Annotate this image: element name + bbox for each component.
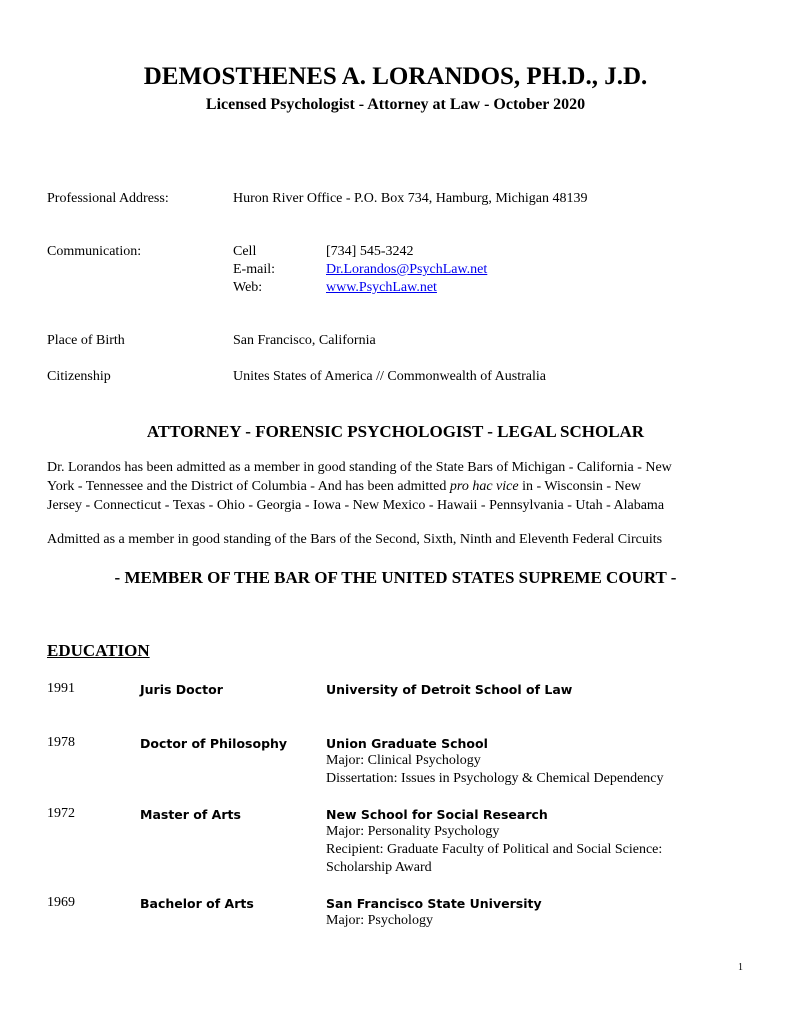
document-title: DEMOSTHENES A. LORANDOS, PH.D., J.D. xyxy=(143,63,648,90)
federal-circuits: Admitted as a member in good standing of the Bars of the Second, Sixth, Ninth and Eleventh Federal Circuits xyxy=(47,532,663,547)
birth-label: Place of Birth xyxy=(47,333,125,348)
birth-value: San Francisco, California xyxy=(233,333,376,348)
edu-degree: Master of Arts xyxy=(140,807,241,822)
edu-school: San Francisco State University xyxy=(326,896,542,911)
email-label: E-mail: xyxy=(233,262,275,277)
cell-label: Cell xyxy=(233,244,257,259)
supreme-court-heading: - MEMBER OF THE BAR OF THE UNITED STATES SUPREME COURT - xyxy=(114,568,677,587)
edu-detail: Major: Psychology xyxy=(326,913,433,928)
edu-year: 1991 xyxy=(47,681,75,696)
edu-detail: Recipient: Graduate Faculty of Political and Social Science: xyxy=(326,842,663,857)
pro-hac-vice: pro hac vice xyxy=(449,479,519,494)
document-subtitle: Licensed Psychologist - Attorney at Law - October 2020 xyxy=(205,96,586,113)
address-label: Professional Address: xyxy=(47,191,169,206)
edu-detail: Major: Personality Psychology xyxy=(326,824,500,839)
citizenship-label: Citizenship xyxy=(47,369,111,384)
bar-line-1: Dr. Lorandos has been admitted as a member in good standing of the State Bars of Michigan - California - New xyxy=(47,460,672,475)
edu-detail: Major: Clinical Psychology xyxy=(326,753,481,768)
bar-admissions-paragraph xyxy=(47,458,747,515)
edu-detail: Scholarship Award xyxy=(326,860,432,875)
page-number: 1 xyxy=(738,962,743,973)
edu-degree: Bachelor of Arts xyxy=(140,896,254,911)
edu-degree: Juris Doctor xyxy=(140,682,223,697)
education-heading: EDUCATION xyxy=(47,641,150,660)
edu-year: 1978 xyxy=(47,735,75,750)
edu-year: 1969 xyxy=(47,895,75,910)
citizenship-value: Unites States of America // Commonwealth of Australia xyxy=(233,369,546,384)
web-link[interactable]: www.PsychLaw.net xyxy=(326,280,437,295)
email-link[interactable]: Dr.Lorandos@PsychLaw.net xyxy=(326,262,488,277)
cell-value: [734] 545-3242 xyxy=(326,244,414,259)
edu-year: 1972 xyxy=(47,806,75,821)
edu-detail: Dissertation: Issues in Psychology & Chemical Dependency xyxy=(326,771,664,786)
edu-school: New School for Social Research xyxy=(326,807,548,822)
edu-school: Union Graduate School xyxy=(326,736,488,751)
bar-line-2: York - Tennessee and the District of Columbia - And has been admitted pro hac vice in - Wisconsin - New xyxy=(47,479,642,494)
bar-line-3: Jersey - Connecticut - Texas - Ohio - Georgia - Iowa - New Mexico - Hawaii - Pennsylvania - Utah - Alabama xyxy=(47,498,665,513)
web-label: Web: xyxy=(233,280,263,295)
edu-degree: Doctor of Philosophy xyxy=(140,736,288,751)
communication-label: Communication: xyxy=(47,244,142,259)
roles-heading: ATTORNEY - FORENSIC PSYCHOLOGIST - LEGAL SCHOLAR xyxy=(146,422,645,441)
address-value: Huron River Office - P.O. Box 734, Hamburg, Michigan 48139 xyxy=(233,191,588,206)
edu-school: University of Detroit School of Law xyxy=(326,682,573,697)
